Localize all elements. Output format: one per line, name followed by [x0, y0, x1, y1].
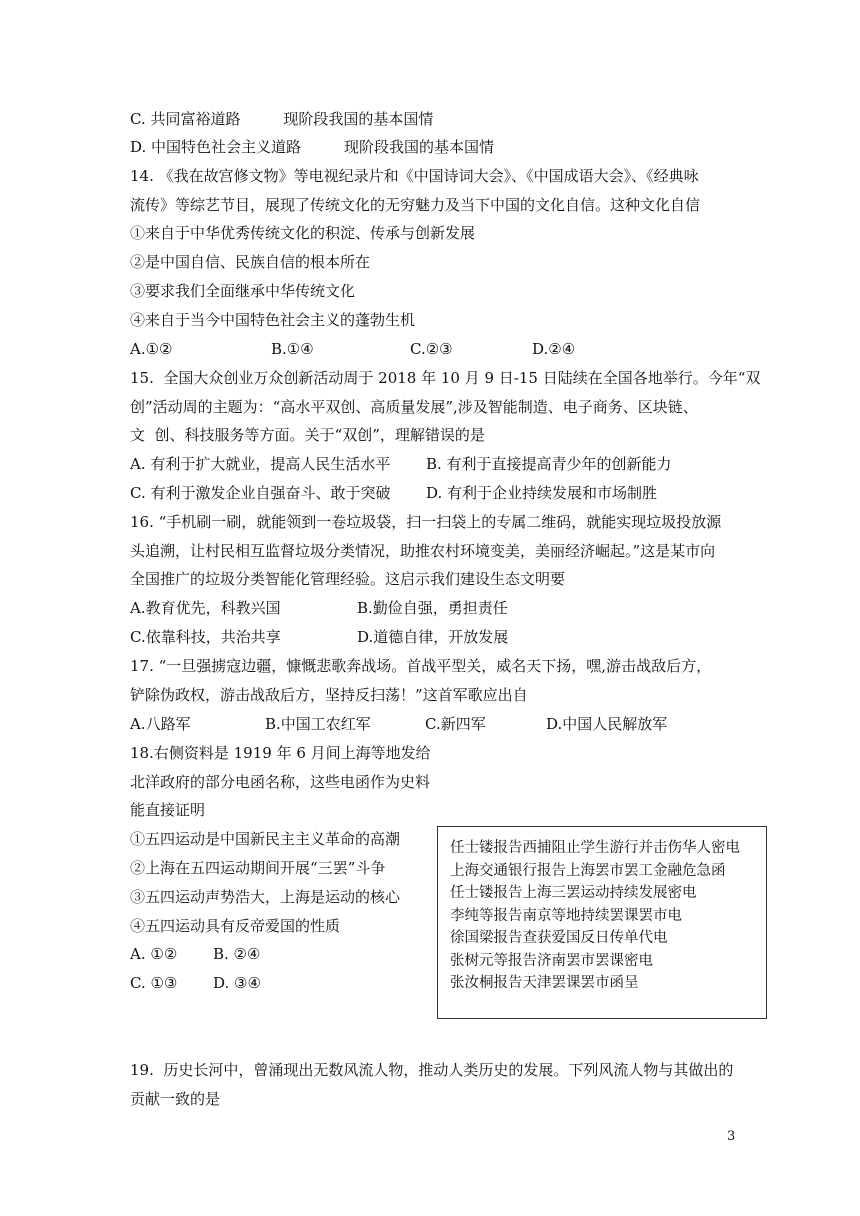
q18-source-line-2: 上海交通银行报告上海罢市罢工金融危急函: [450, 862, 726, 879]
q18-source-line-4: 李纯等报告南京等地持续罢课罢市电: [450, 907, 682, 924]
q16-option-a: A.教育优先，科教兴国: [130, 599, 281, 617]
q18-source-line-3: 任士镂报告上海三罢运动持续发展密电: [450, 885, 697, 901]
q18-source-line-6: 张树元等报告济南罢市罢课密电: [450, 952, 653, 969]
q18-stem-line-2: 北洋政府的部分电函名称，这些电函作为史料: [130, 773, 431, 791]
q14-option-d: D.②④: [532, 340, 576, 358]
q13-option-d: D. 中国特色社会主义道路 现阶段我国的基本国情: [130, 138, 494, 156]
q16-stem-line-1: 16. “手机刷一刷，就能领到一卷垃圾袋，扫一扫袋上的专属二维码，就能实现垃圾投放源: [130, 513, 722, 531]
q18-option-a: A. ①②: [130, 945, 178, 963]
q14-option-b: B.①④: [271, 340, 314, 358]
q13-option-c: C. 共同富裕道路 现阶段我国的基本国情: [130, 110, 434, 128]
q16-stem-line-2: 头追溯，让村民相互监督垃圾分类情况，助推农村环境变美，美丽经济崛起。”这是某市向: [130, 542, 716, 560]
q18-source-line-5: 徐国梁报告查获爱国反日传单代电: [450, 930, 668, 946]
q17-option-d: D.中国人民解放军: [546, 715, 668, 733]
q18-item-2: ②上海在五四运动期间开展“三罢”斗争: [130, 859, 386, 877]
q14-stem-line-2: 流传》等综艺节目，展现了传统文化的无穷魅力及当下中国的文化自信。这种文化自信: [130, 196, 701, 214]
q18-option-c: C. ①③: [130, 974, 178, 992]
q14-option-a: A.①②: [130, 340, 173, 358]
q17-stem-line-1: 17. “一旦强掳寇边疆，慷慨悲歌奔战场。首战平型关，威名天下扬，嘿,游击战敌后方，: [130, 657, 712, 675]
q16-option-c: C.依靠科技，共治共享: [130, 628, 281, 646]
q18-item-4: ④五四运动具有反帝爱国的性质: [130, 917, 341, 935]
q14-item-3: ③要求我们全面继承中华传统文化: [130, 282, 356, 300]
page-number: 3: [727, 1129, 736, 1144]
q15-option-b: B. 有利于直接提高青少年的创新能力: [426, 455, 672, 473]
q18-stem-line-1: 18.右侧资料是 1919 年 6 月间上海等地发给: [130, 744, 431, 762]
q17-option-b: B.中国工农红军: [265, 715, 371, 733]
q18-item-3: ③五四运动声势浩大，上海是运动的核心: [130, 888, 401, 906]
q17-option-c: C.新四军: [425, 715, 486, 733]
q16-option-b: B.勤俭自强，勇担责任: [357, 599, 508, 617]
q18-source-line-1: 任士镂报告西捕阻止学生游行并击伤华人密电: [450, 840, 740, 856]
q17-stem-line-2: 铲除伪政权，游击战敌后方，坚持反扫荡！”这首军歌应出自: [130, 686, 528, 704]
q14-stem-line-1: 14. 《我在故宫修文物》等电视纪录片和《中国诗词大会》、《中国成语大会》、《经典咏: [130, 167, 699, 185]
q14-item-1: ①来自于中华优秀传统文化的积淀、传承与创新发展: [130, 224, 476, 242]
q14-option-c: C.②③: [410, 340, 453, 358]
q16-option-d: D.道德自律，开放发展: [357, 628, 509, 646]
q18-item-1: ①五四运动是中国新民主主义革命的高潮: [130, 830, 401, 848]
q17-option-a: A.八路军: [130, 715, 191, 733]
q18-source-line-7: 张汝桐报告天津罢课罢市函呈: [450, 975, 639, 991]
q18-option-b: B. ②④: [213, 945, 261, 963]
q14-item-4: ④来自于当今中国特色社会主义的蓬勃生机: [130, 311, 416, 329]
q15-stem-line-3: 文 创、科技服务等方面。关于“双创”，理解错误的是: [130, 426, 485, 444]
q16-stem-line-3: 全国推广的垃圾分类智能化管理经验。这启示我们建设生态文明要: [130, 570, 566, 588]
q18-source-material-box: [437, 826, 767, 1019]
q15-option-a: A. 有利于扩大就业，提高人民生活水平: [130, 455, 391, 473]
q19-stem-line-1: 19. 历史长河中，曾涌现出无数风流人物，推动人类历史的发展。下列风流人物与其做出的: [130, 1061, 734, 1079]
q18-stem-line-3: 能直接证明: [130, 801, 206, 819]
q15-option-c: C. 有利于激发企业自强奋斗、敢于突破: [130, 484, 391, 502]
q18-option-d: D. ③④: [213, 974, 261, 992]
q15-stem-line-2: 创”活动周的主题为：“高水平双创、高质量发展”,涉及智能制造、电子商务、区块链、: [130, 398, 698, 416]
q15-option-d: D. 有利于企业持续发展和市场制胜: [426, 484, 658, 502]
q14-item-2: ②是中国自信、民族自信的根本所在: [130, 253, 371, 271]
q15-stem-line-1: 15. 全国大众创业万众创新活动周于 2018 年 10 月 9 日-15 日陆续在全国各地举行。今年“双: [130, 369, 761, 387]
q19-stem-line-2: 贡献一致的是: [130, 1090, 221, 1108]
